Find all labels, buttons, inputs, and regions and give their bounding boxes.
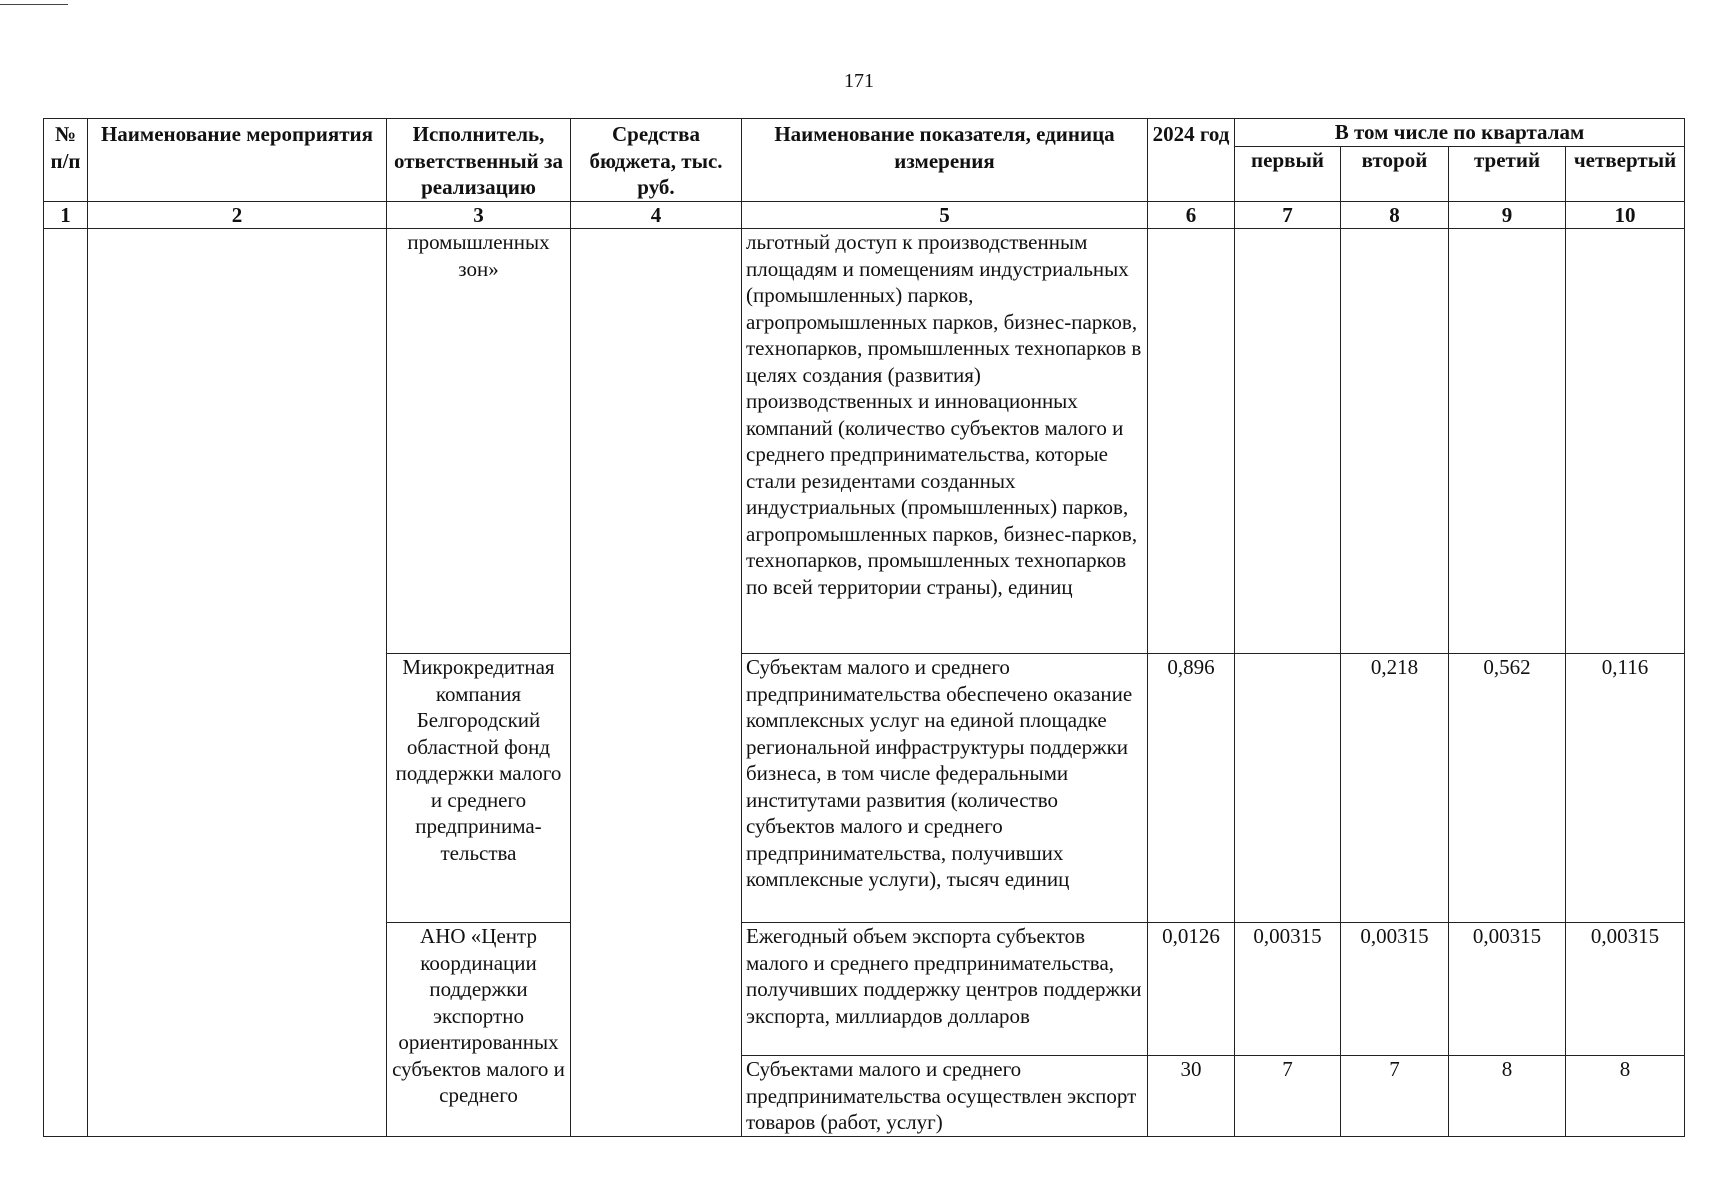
cell-executor: АНО «Центр координации поддержки экспортно ориентированных субъектов малого и среднего (387, 923, 571, 1137)
cell-year: 0,0126 (1148, 923, 1235, 1056)
cell-q3: 8 (1449, 1056, 1566, 1137)
cell-indicator: Субъектам малого и среднего предпринимательства обеспечено оказание комплексных услуг на единой площадке региональной инфраструктуры поддержки бизнеса, в том числе федеральными институтами развития (количество субъектов малого и среднего предпринимательства, получивших комплексные услуги), тысяч единиц (742, 654, 1148, 923)
column-number: 4 (571, 202, 742, 229)
cell-q4 (1566, 229, 1685, 654)
cell-budget (571, 229, 742, 1137)
column-number: 1 (44, 202, 88, 229)
page-number: 171 (844, 70, 874, 92)
cell-year: 0,896 (1148, 654, 1235, 923)
cell-q4: 8 (1566, 1056, 1685, 1137)
cell-measure (88, 229, 387, 1137)
column-number: 10 (1566, 202, 1685, 229)
header-q3: третий (1449, 146, 1566, 202)
cell-q4: 0,00315 (1566, 923, 1685, 1056)
header-col-executor: Исполнитель, ответственный за реализацию (387, 119, 571, 202)
cell-q4: 0,116 (1566, 654, 1685, 923)
header-q4: четвертый (1566, 146, 1685, 202)
column-numbers-row (44, 202, 1685, 229)
column-number: 8 (1341, 202, 1449, 229)
table-row (44, 229, 1685, 654)
column-number: 9 (1449, 202, 1566, 229)
cell-q1: 7 (1235, 1056, 1341, 1137)
measures-table (43, 118, 1685, 1137)
column-number: 2 (88, 202, 387, 229)
cell-q2 (1341, 229, 1449, 654)
cell-year: 30 (1148, 1056, 1235, 1137)
header-q1: первый (1235, 146, 1341, 202)
corner-scan-line (0, 4, 68, 5)
cell-number (44, 229, 88, 1137)
cell-executor: промышленных зон» (387, 229, 571, 654)
cell-q1 (1235, 654, 1341, 923)
cell-indicator: льготный доступ к производственным площадям и помещениям индустриальных (промышленных) парков, агропромышленных парков, бизнес-парков, технопарков, промышленных технопарков в целях создания (развития) производственных и инновационных компаний (количество субъектов малого и среднего предпринимательства, которые стали резидентами созданных индустриальных (промышленных) парков, агропромышленных парков, бизнес-парков, технопарков, промышленных технопарков по всей территории страны), единиц (742, 229, 1148, 654)
cell-q3 (1449, 229, 1566, 654)
cell-indicator: Ежегодный объем экспорта субъектов малого и среднего предпринимательства, получивших поддержку центров поддержки экспорта, миллиардов долларов (742, 923, 1148, 1056)
header-q2: второй (1341, 146, 1449, 202)
cell-q3: 0,00315 (1449, 923, 1566, 1056)
header-col-number: № п/п (44, 119, 88, 202)
column-number: 6 (1148, 202, 1235, 229)
cell-q1: 0,00315 (1235, 923, 1341, 1056)
column-number: 7 (1235, 202, 1341, 229)
cell-q3: 0,562 (1449, 654, 1566, 923)
header-quarters-group: В том числе по кварталам (1235, 119, 1685, 147)
header-col-budget: Средства бюджета, тыс. руб. (571, 119, 742, 202)
header-col-measure: Наименование мероприятия (88, 119, 387, 202)
column-number: 5 (742, 202, 1148, 229)
header-row (44, 119, 1685, 147)
column-number: 3 (387, 202, 571, 229)
header-col-year: 2024 год (1148, 119, 1235, 202)
cell-year (1148, 229, 1235, 654)
cell-q2: 0,00315 (1341, 923, 1449, 1056)
cell-q1 (1235, 229, 1341, 654)
cell-q2: 0,218 (1341, 654, 1449, 923)
header-col-indicator: Наименование показателя, единица измерения (742, 119, 1148, 202)
cell-indicator: Субъектами малого и среднего предпринимательства осуществлен экспорт товаров (работ, услуг) (742, 1056, 1148, 1137)
cell-q2: 7 (1341, 1056, 1449, 1137)
cell-executor: Микрокредитная компания Белгородский областной фонд поддержки малого и среднего предпринима-тельства (387, 654, 571, 923)
